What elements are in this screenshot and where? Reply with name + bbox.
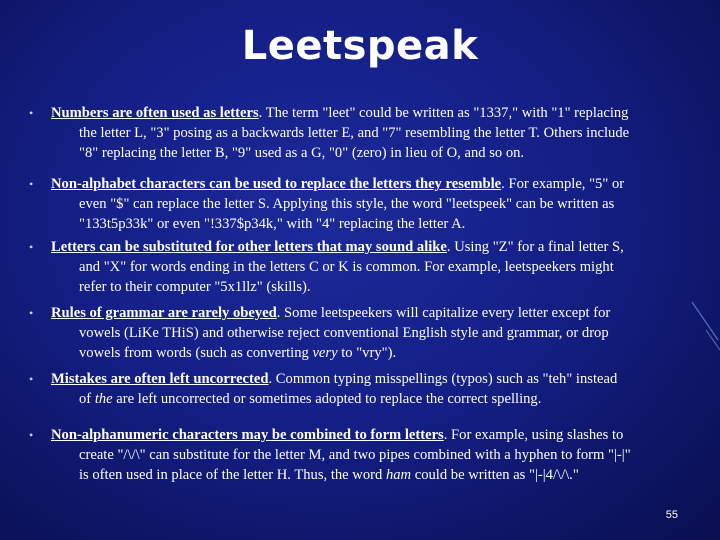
bullet-lead: Rules of grammar are rarely obeyed [51,305,277,321]
decorative-corner-line [690,300,720,360]
bullet-line: . For example, using slashes to [443,427,624,443]
bullet-text [51,369,687,409]
italic-word: ham [385,467,412,483]
bullet-lead: Non-alphabet characters can be used to replace the letters they resemble [51,176,502,192]
bullet-text [51,237,687,297]
bullet-line-text: could be written as "|-|4/\/\." [411,467,579,483]
bullet-icon: • [29,428,34,442]
bullet-text [51,174,687,234]
bullet-line: "133t5p33k" or even "!337$p34k," with "4" replacing the letter A. [79,216,466,232]
bullet-icon: • [29,177,34,191]
bullet-icon: • [29,372,34,386]
bullet-lead: Letters can be substituted for other letters that may sound alike [51,239,447,255]
bullet-line: the letter L, "3" posing as a backwards letter E, and "7" resembling the letter T. Others include [79,125,630,141]
bullet-lead: Mistakes are often left uncorrected [51,371,269,387]
bullet-line: . Some leetspeekers will capitalize every letter except for [276,305,611,321]
bullet-line [51,465,687,485]
bullet-icon: • [29,240,34,254]
bullet-line: . For example, "5" or [501,176,625,192]
bullet-icon: • [29,106,34,120]
bullet-line: . Common typing misspellings (typos) such as "teh" instead [268,371,618,387]
bullet-icon: • [29,306,34,320]
bullet-line-text: vowels (LiKe THiS) and otherwise reject conventional English style and grammar, or drop [79,325,609,341]
bullet-line-text: vowels from words (such as converting [79,345,313,361]
italic-word: the [94,391,113,407]
bullet-line [51,445,687,465]
bullet-text [51,103,687,163]
bullet-line-text: is often used in place of the letter H. Thus, the word [79,467,386,483]
bullet-line-text: to "vry"). [337,345,397,361]
italic-word: very [312,345,338,361]
bullet-line [51,389,687,409]
bullet-lead: Numbers are often used as letters [51,105,259,121]
bullet-line [51,323,687,343]
bullet-line [51,343,687,363]
bullet-line-text: create "/\/\" can substitute for the letter M, and two pipes combined with a hyphen to form "|-|" [79,447,631,463]
bullet-line: . Using "Z" for a final letter S, [446,239,624,255]
bullet-line: and "X" for words ending in the letters C or K is common. For example, leetspeekers might [79,259,614,275]
bullet-line: refer to their computer "5x1llz" (skills). [79,279,311,295]
bullet-line: . The term "leet" could be written as "1337," with "1" replacing [258,105,629,121]
bullet-lead: Non-alphanumeric characters may be combined to form letters [51,427,444,443]
bullet-line-text: are left uncorrected or sometimes adopted to replace the correct spelling. [112,391,542,407]
bullet-line: "8" replacing the letter B, "9" used as a G, "0" (zero) in lieu of O, and so on. [79,145,525,161]
page-number: 55 [665,509,678,521]
bullet-text [51,303,687,363]
slide-title: Leetspeak [241,23,479,69]
bullet-line: even "$" can replace the letter S. Applying this style, the word "leetspeek" can be written as [79,196,615,212]
bullet-line-text: of [79,391,95,407]
bullet-text [51,425,687,485]
